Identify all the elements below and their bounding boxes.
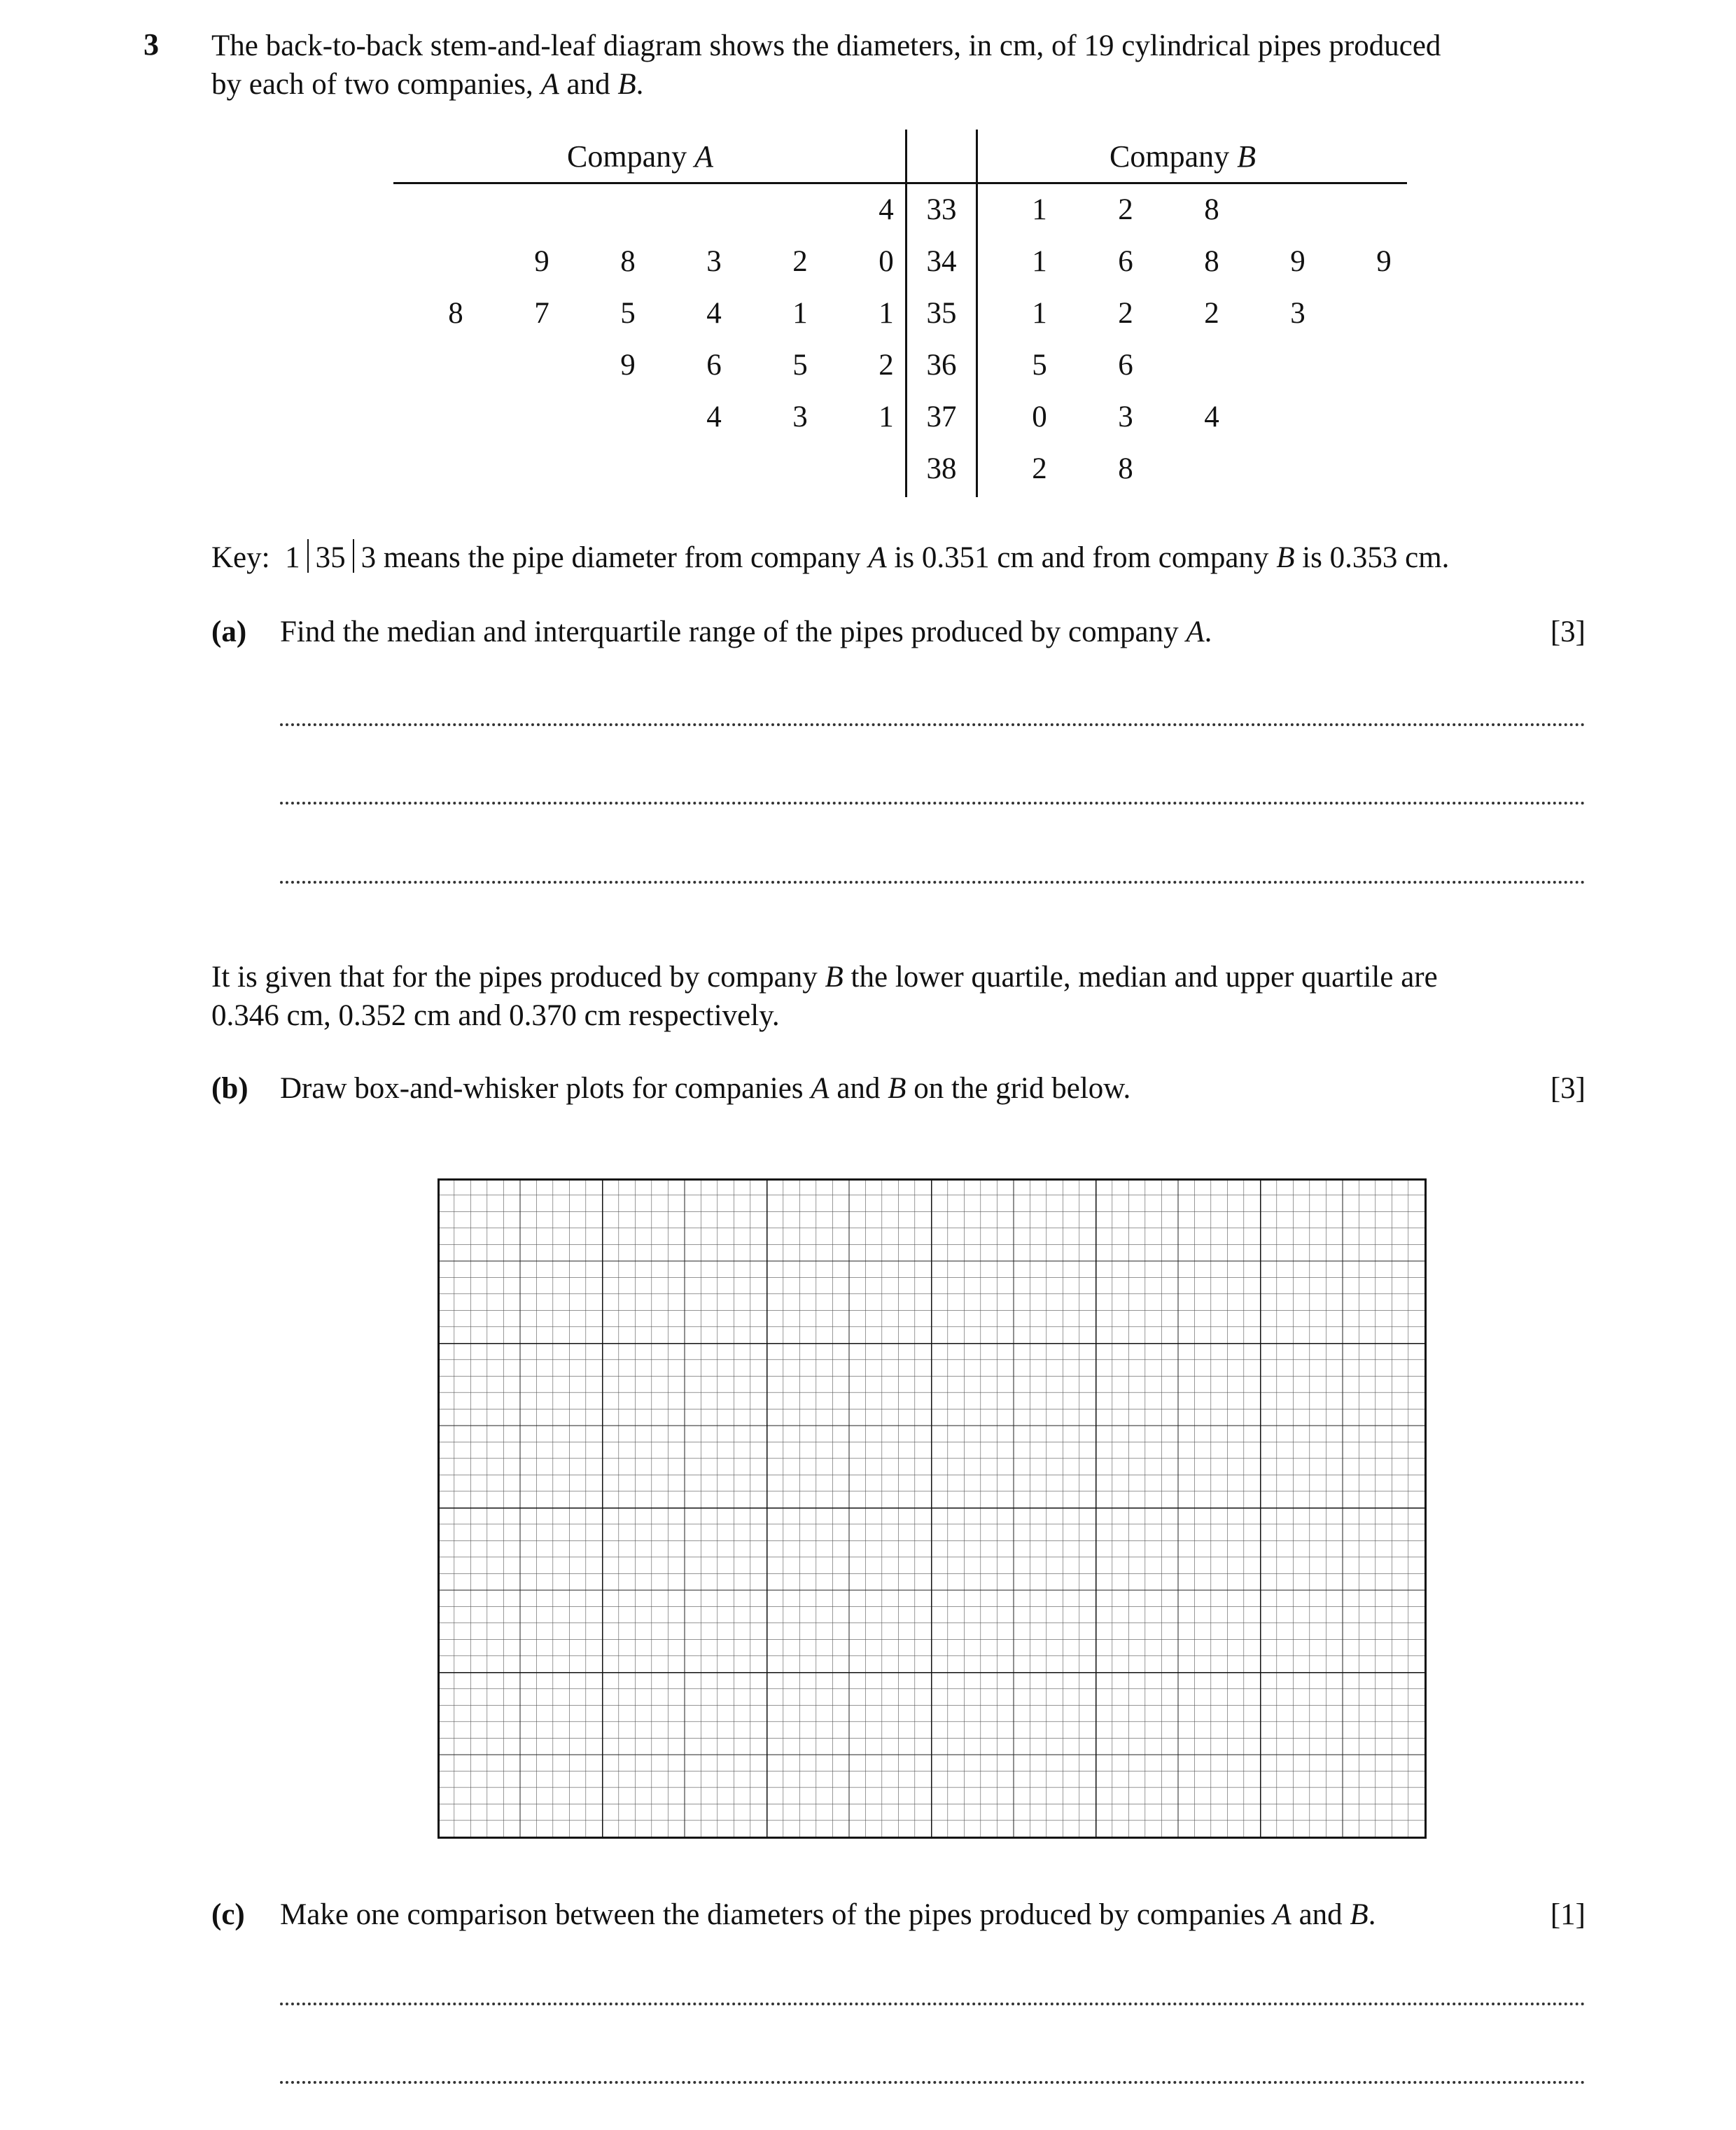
leaf-b: 3 [1290,297,1306,330]
leaf-b: 6 [1118,349,1133,382]
part-a-marks: [3] [1550,615,1586,648]
given-info [211,958,1583,1035]
leaf-a: 9 [534,245,550,278]
leaf-a: 1 [878,297,894,330]
answer-line-c2[interactable] [280,2081,1586,2084]
question-intro [211,27,1583,104]
leaf-a: 5 [792,349,808,382]
company-a-header: Company A [567,139,713,174]
diagram-key: Key: 1 35 3 means the pipe diameter from company A is 0.351 cm and from company B is 0.353 cm. [211,539,1449,575]
stem-divider-right [976,130,978,497]
stem-33: 33 [926,193,957,226]
part-b-marks: [3] [1550,1072,1586,1105]
given-line-1: It is given that for the pipes produced by company B the lower quartile, median and upper quartile are [211,961,1438,994]
leaf-a: 6 [706,349,722,382]
leaf-b: 5 [1032,349,1047,382]
answer-line-a1[interactable] [280,723,1586,726]
intro-line-2: by each of two companies, A and B. [211,68,644,101]
header-rule [393,182,1407,184]
leaf-a: 4 [706,401,722,433]
leaf-b: 1 [1032,193,1047,226]
leaf-a: 8 [620,245,636,278]
part-c-question: Make one comparison between the diameters of the pipes produced by companies A and B. [280,1898,1376,1931]
answer-line-c1[interactable] [280,2003,1586,2005]
part-a-label: (a) [211,615,247,648]
leaf-b: 8 [1118,452,1133,485]
part-c-label: (c) [211,1898,245,1931]
leaf-a: 0 [878,245,894,278]
stem-37: 37 [926,401,957,433]
part-c-marks: [1] [1550,1898,1586,1931]
leaf-a: 2 [878,349,894,382]
answer-line-a3[interactable] [280,881,1586,884]
stem-38: 38 [926,452,957,485]
answer-line-a2[interactable] [280,802,1586,805]
part-a-question: Find the median and interquartile range of the pipes produced by company A. [280,615,1212,648]
leaf-b: 4 [1204,401,1219,433]
part-b-label: (b) [211,1072,248,1105]
leaf-b: 8 [1204,193,1219,226]
leaf-b: 9 [1376,245,1392,278]
leaf-b: 9 [1290,245,1306,278]
leaf-b: 2 [1118,297,1133,330]
leaf-a: 4 [878,193,894,226]
question-number: 3 [144,27,159,62]
leaf-a: 2 [792,245,808,278]
leaf-a: 4 [706,297,722,330]
leaf-a: 3 [706,245,722,278]
stem-35: 35 [926,297,957,330]
leaf-b: 1 [1032,297,1047,330]
company-b-header: Company B [1110,139,1256,174]
part-b-question: Draw box-and-whisker plots for companies A and B on the grid below. [280,1072,1131,1105]
stem-36: 36 [926,349,957,382]
leaf-b: 3 [1118,401,1133,433]
given-line-2: 0.346 cm, 0.352 cm and 0.370 cm respectively. [211,999,780,1032]
leaf-b: 2 [1204,297,1219,330]
leaf-b: 0 [1032,401,1047,433]
leaf-a: 7 [534,297,550,330]
leaf-b: 6 [1118,245,1133,278]
leaf-a: 5 [620,297,636,330]
leaf-a: 9 [620,349,636,382]
leaf-b: 2 [1032,452,1047,485]
leaf-a: 1 [792,297,808,330]
intro-line-1: The back-to-back stem-and-leaf diagram shows the diameters, in cm, of 19 cylindrical pipes produced [211,29,1441,62]
leaf-a: 8 [448,297,463,330]
leaf-b: 2 [1118,193,1133,226]
leaf-b: 8 [1204,245,1219,278]
leaf-a: 3 [792,401,808,433]
leaf-b: 1 [1032,245,1047,278]
graph-paper-grid[interactable] [438,1178,1432,1839]
stem-34: 34 [926,245,957,278]
leaf-a: 1 [878,401,894,433]
